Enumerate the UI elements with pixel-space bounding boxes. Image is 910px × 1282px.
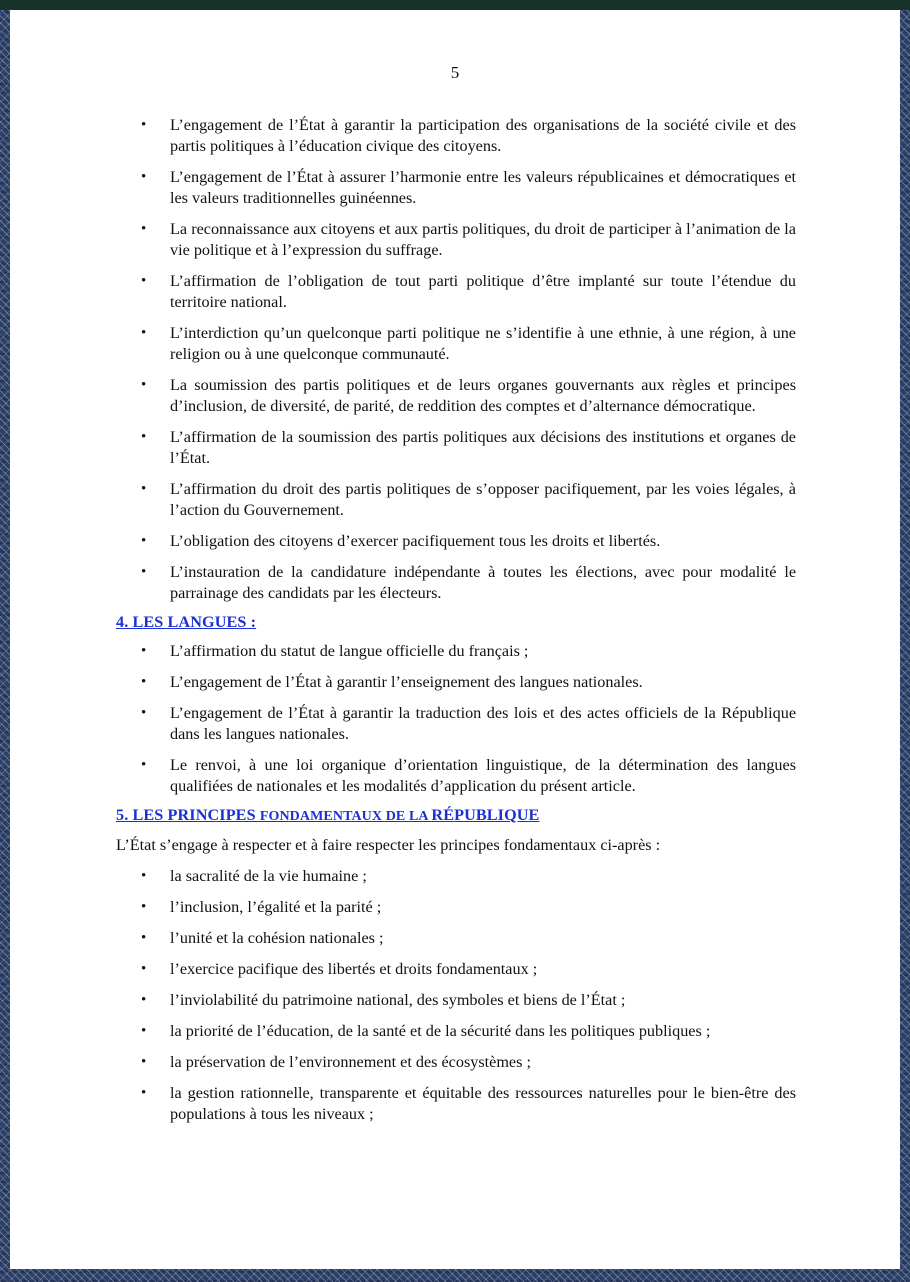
top-border-strip <box>0 0 910 10</box>
list-item: • L’obligation des citoyens d’exercer pacifiquement tous les droits et libertés. <box>116 531 796 552</box>
list-item: • la préservation de l’environnement et des écosystèmes ; <box>116 1052 796 1073</box>
list-item: • L’affirmation du droit des partis politiques de s’opposer pacifiquement, par les voies légales, à l’action du Gouvernement. <box>116 479 796 521</box>
list-item: • L’engagement de l’État à garantir l’enseignement des langues nationales. <box>116 672 796 693</box>
list-item: • La soumission des partis politiques et de leurs organes gouvernants aux règles et principes d’inclusion, de diversité, de parité, de reddition des comptes et d’alternance démocratique. <box>116 375 796 417</box>
list-item: • La reconnaissance aux citoyens et aux partis politiques, du droit de participer à l’animation de la vie politique et à l’expression du suffrage. <box>116 219 796 261</box>
list-item: • l’exercice pacifique des libertés et droits fondamentaux ; <box>116 959 796 980</box>
page-number: 5 <box>450 63 460 82</box>
page-content <box>116 115 796 1135</box>
section-intro: L’État s’engage à respecter et à faire respecter les principes fondamentaux ci-après : <box>116 836 661 854</box>
heading-part: RÉPUBLIQUE <box>431 806 540 824</box>
list-item: • L’engagement de l’État à garantir la participation des organisations de la société civile et des partis politiques à l’éducation civique des citoyens. <box>116 115 796 157</box>
section-heading-principles <box>116 805 796 827</box>
list-item: • la priorité de l’éducation, de la santé et de la sécurité dans les politiques publiques ; <box>116 1021 796 1042</box>
list-item: • Le renvoi, à une loi organique d’orientation linguistique, de la détermination des langues qualifiées de nationales et les modalités d’application du présent article. <box>116 755 796 797</box>
heading-part: FONDAMENTAUX DE LA <box>259 809 432 824</box>
list-item: • L’interdiction qu’un quelconque parti politique ne s’identifie à une ethnie, à une région, à une religion ou à une quelconque communauté. <box>116 323 796 365</box>
list-item: • L’engagement de l’État à assurer l’harmonie entre les valeurs républicaines et démocratiques et les valeurs traditionnelles guinéennes. <box>116 167 796 209</box>
heading-part: 5. LES PRINCIPES <box>116 806 260 824</box>
list-item: • l’inviolabilité du patrimoine national, des symboles et biens de l’État ; <box>116 990 796 1011</box>
list-item: • L’instauration de la candidature indépendante à toutes les élections, avec pour modalité le parrainage des candidats par les électeurs. <box>116 562 796 604</box>
list-item: • L’affirmation de la soumission des partis politiques aux décisions des institutions et organes de l’État. <box>116 427 796 469</box>
list-item: • L’affirmation de l’obligation de tout parti politique d’être implanté sur toute l’étendue du territoire national. <box>116 271 796 313</box>
section-4-list <box>116 641 796 797</box>
list-item: • L’engagement de l’État à garantir la traduction des lois et des actes officiels de la République dans les langues nationales. <box>116 703 796 745</box>
list-item: • L’affirmation du statut de langue officielle du français ; <box>116 641 796 662</box>
list-item: • l’inclusion, l’égalité et la parité ; <box>116 897 796 918</box>
section-3-list <box>116 115 796 604</box>
list-item: • la gestion rationnelle, transparente et équitable des ressources naturelles pour le bien-être des populations à tous les niveaux ; <box>116 1083 796 1125</box>
document-page <box>10 10 900 1269</box>
section-5-list <box>116 866 796 1125</box>
section-heading-languages: 4. LES LANGUES : <box>116 613 257 631</box>
list-item: • l’unité et la cohésion nationales ; <box>116 928 796 949</box>
list-item: • la sacralité de la vie humaine ; <box>116 866 796 887</box>
